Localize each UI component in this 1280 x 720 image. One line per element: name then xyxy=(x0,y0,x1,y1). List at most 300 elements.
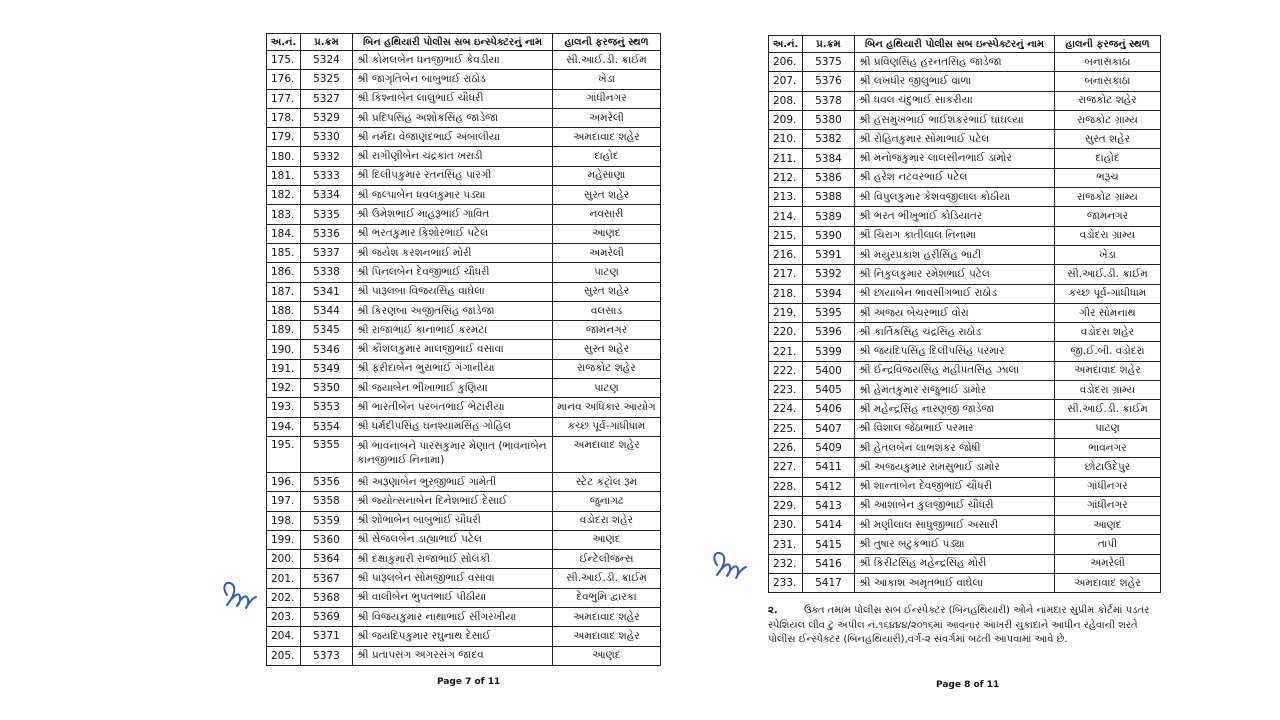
serial-number: 213. xyxy=(769,188,803,207)
seniority-number: 5358 xyxy=(301,492,353,511)
seniority-number: 5355 xyxy=(301,436,353,472)
posting-place: અમરેલી xyxy=(553,243,661,262)
table-row xyxy=(267,530,661,549)
posting-place: માનવ અધિકાર આયોગ xyxy=(553,398,661,417)
officer-name: શ્રી મહેન્દ્રસિંહ નારણજી જાડેજા xyxy=(855,400,1055,419)
officer-name: શ્રી કિરીટસિંહ મહેન્દ્રસિંહ મોરી xyxy=(855,554,1055,573)
table-row xyxy=(267,569,661,588)
officer-name: શ્રી તુષાર બટુકભાઈ પંડ્યા xyxy=(855,535,1055,554)
serial-number: 177. xyxy=(267,89,301,108)
serial-number: 194. xyxy=(267,417,301,436)
seniority-number: 5409 xyxy=(803,438,855,457)
seniority-number: 5345 xyxy=(301,321,353,340)
seniority-number: 5356 xyxy=(301,472,353,491)
table-body xyxy=(769,53,1161,593)
serial-number: 196. xyxy=(267,472,301,491)
table-row xyxy=(267,224,661,243)
officer-name: શ્રી ભાવનાબને પારસકુમાર મેણાત (ભાવનાબેન કાનજીભાઈ નિનામા) xyxy=(353,436,553,472)
serial-number: 230. xyxy=(769,516,803,535)
posting-place: અમરેલી xyxy=(1055,554,1161,573)
signature-icon xyxy=(218,575,260,619)
table-row xyxy=(267,282,661,301)
table-row xyxy=(267,301,661,320)
table-row xyxy=(267,608,661,627)
seniority-number: 5332 xyxy=(301,147,353,166)
posting-place: રાજકોટ શહેર xyxy=(553,359,661,378)
seniority-number: 5333 xyxy=(301,166,353,185)
table-row xyxy=(769,400,1161,419)
serial-number: 185. xyxy=(267,243,301,262)
serial-number: 179. xyxy=(267,128,301,147)
seniority-number: 5414 xyxy=(803,516,855,535)
officer-name: શ્રી ધવલ ચંદુભાઈ સાકરીયા xyxy=(855,91,1055,110)
seniority-number: 5394 xyxy=(803,284,855,303)
serial-number: 214. xyxy=(769,207,803,226)
posting-place: તાપી xyxy=(1055,535,1161,554)
serial-number: 186. xyxy=(267,263,301,282)
seniority-number: 5411 xyxy=(803,458,855,477)
posting-place: અમદાવાદ શહેર xyxy=(1055,361,1161,380)
table-row xyxy=(267,321,661,340)
table-row xyxy=(769,110,1161,129)
posting-place: નવસારી xyxy=(553,205,661,224)
table-row xyxy=(267,128,661,147)
column-header-officer-name: બિન હથિયારી પોલીસ સબ ઇન્સ્પેક્ટરનું નામ xyxy=(353,34,553,51)
posting-place: કચ્છ પૂર્વ-ગાંધીધામ xyxy=(553,417,661,436)
table-row xyxy=(769,574,1161,593)
officer-name: શ્રી પારૂલબા વિજયસિંહ વાઘેલા xyxy=(353,282,553,301)
officer-name: શ્રી લખધીર જીલુભાઈ વાળા xyxy=(855,72,1055,91)
seniority-number: 5413 xyxy=(803,496,855,515)
table-row xyxy=(769,130,1161,149)
seniority-number: 5382 xyxy=(803,130,855,149)
column-header-serial-number: અ.નં. xyxy=(769,36,803,53)
officer-name: શ્રી શાન્તાબેન દેવજીભાઈ ચૌધરી xyxy=(855,477,1055,496)
serial-number: 182. xyxy=(267,186,301,205)
table-row xyxy=(267,70,661,89)
posting-place: વડોદરા શહેર xyxy=(1055,323,1161,342)
table-row xyxy=(769,226,1161,245)
serial-number: 190. xyxy=(267,340,301,359)
table-row xyxy=(769,188,1161,207)
serial-number: 225. xyxy=(769,419,803,438)
seniority-number: 5396 xyxy=(803,323,855,342)
seniority-number: 5392 xyxy=(803,265,855,284)
serial-number: 207. xyxy=(769,72,803,91)
posting-place: ગાંધીનગર xyxy=(553,89,661,108)
officer-name: શ્રી ઈન્દ્રવિજયસિંહ મહીપતસિંહ ઝાલા xyxy=(855,361,1055,380)
posting-place: વડોદરા ગ્રામ્ય xyxy=(1055,381,1161,400)
column-header-serial-number: અ.નં. xyxy=(267,34,301,51)
serial-number: 183. xyxy=(267,205,301,224)
table-row xyxy=(769,361,1161,380)
seniority-number: 5384 xyxy=(803,149,855,168)
officer-list-table xyxy=(266,33,661,666)
serial-number: 198. xyxy=(267,511,301,530)
table-row xyxy=(769,496,1161,515)
seniority-number: 5407 xyxy=(803,419,855,438)
table-body xyxy=(267,51,661,666)
seniority-number: 5400 xyxy=(803,361,855,380)
serial-number: 218. xyxy=(769,284,803,303)
seniority-number: 5350 xyxy=(301,379,353,398)
table-row xyxy=(769,554,1161,573)
serial-number: 219. xyxy=(769,303,803,322)
posting-place: બનાસકાંઠા xyxy=(1055,53,1161,72)
officer-name: શ્રી કાર્તિકસિંહ ચંદ્રસિંહ રાઠોડ xyxy=(855,323,1055,342)
officer-name: શ્રી નર્મદા વેજાણંદભાઈ અંબાલીયા xyxy=(353,128,553,147)
officer-name: શ્રી રોહિતકુમાર સોમાભાઈ પટેલ xyxy=(855,130,1055,149)
serial-number: 188. xyxy=(267,301,301,320)
posting-place: સી.આઈ.ડી. ક્રાઈમ xyxy=(1055,265,1161,284)
officer-name: શ્રી ધર્મદીપસિંહ ઘનશ્યામસિંહ ગોહિલ xyxy=(353,417,553,436)
posting-place: અમદાવાદ શહેર xyxy=(553,436,661,472)
posting-place: અમદાવાદ શહેર xyxy=(553,608,661,627)
page-number: Page 8 of 11 xyxy=(936,680,1000,690)
seniority-number: 5341 xyxy=(301,282,353,301)
table-row xyxy=(267,492,661,511)
officer-name: શ્રી ભારતીબેન પરબતભાઈ ભેટારીયા xyxy=(353,398,553,417)
posting-place: ગીર સોમનાથ xyxy=(1055,303,1161,322)
officer-name: શ્રી ભરત ભીખુભાઈ કોડિયાતર xyxy=(855,207,1055,226)
table-row xyxy=(769,438,1161,457)
serial-number: 199. xyxy=(267,530,301,549)
posting-place: પાટણ xyxy=(553,379,661,398)
officer-name: શ્રી અજય બેચરભાઈ વોરા xyxy=(855,303,1055,322)
officer-name: શ્રી જયાબેન ભીખાભાઈ કુણિયા xyxy=(353,379,553,398)
seniority-number: 5395 xyxy=(803,303,855,322)
table-row xyxy=(267,108,661,127)
seniority-number: 5412 xyxy=(803,477,855,496)
table-row xyxy=(267,263,661,282)
table-row xyxy=(267,511,661,530)
table-row xyxy=(769,458,1161,477)
serial-number: 233. xyxy=(769,574,803,593)
table-row xyxy=(267,89,661,108)
header-row xyxy=(267,34,661,51)
serial-number: 181. xyxy=(267,166,301,185)
table-row xyxy=(267,550,661,569)
posting-place: છોટાઉદેપુર xyxy=(1055,458,1161,477)
seniority-number: 5389 xyxy=(803,207,855,226)
table-row xyxy=(769,323,1161,342)
table-row xyxy=(769,516,1161,535)
posting-place: સી.આઈ.ડી. ક્રાઈમ xyxy=(553,569,661,588)
footnote-text: ઉક્ત તમામ પોલીસ સબ ઈન્સ્પેક્ટર (બિનહથિયારી) ઓને નામદાર સુપ્રીમ કોર્ટમાં પડતર સ્પેશિયલ લીવ ટુ અપીલ નં.૧૬૪૪૪/૨૦૧૬માં આવનાર આખરી ચુકાદાને આધીન રહેવાની શરતે પોલીસ ઈન્સ્પેક્ટર (બિનહથિયારી),વર્ગ-૨ સંવર્ગમાં બઢતી આપવામાં આવે છે. xyxy=(768,605,1150,645)
table-row xyxy=(267,472,661,491)
serial-number: 180. xyxy=(267,147,301,166)
officer-name: શ્રી દિલીપકુમાર રતનસિંહ પારગી xyxy=(353,166,553,185)
column-header-posting-place: હાલની ફરજનું સ્થળ xyxy=(1055,36,1161,53)
posting-place: સ્ટેટ કંટ્રોલ રૂમ xyxy=(553,472,661,491)
officer-name: શ્રી મનોજકુમાર લાલસીનભાઈ ડામોર xyxy=(855,149,1055,168)
serial-number: 193. xyxy=(267,398,301,417)
posting-place: જામનગર xyxy=(1055,207,1161,226)
seniority-number: 5364 xyxy=(301,550,353,569)
posting-place: સુરત શહેર xyxy=(553,186,661,205)
seniority-number: 5399 xyxy=(803,342,855,361)
signature-icon xyxy=(708,545,750,589)
seniority-number: 5327 xyxy=(301,89,353,108)
officer-name: શ્રી અજયકુમાર રામસુભાઈ ડામોર xyxy=(855,458,1055,477)
column-header-seniority-number: પ્ર.ક્રમ xyxy=(803,36,855,53)
officer-name: શ્રી પારૂલબેન સોમજીભાઈ વસાવા xyxy=(353,569,553,588)
serial-number: 205. xyxy=(267,646,301,665)
posting-place: બનાસકાંઠા xyxy=(1055,72,1161,91)
officer-name: શ્રી કોમલબેન ધનજીભાઈ કેવડીયા xyxy=(353,51,553,70)
seniority-number: 5354 xyxy=(301,417,353,436)
serial-number: 202. xyxy=(267,588,301,607)
seniority-number: 5360 xyxy=(301,530,353,549)
officer-name: શ્રી કૌશલકુમાર માલજીભાઈ વસાવા xyxy=(353,340,553,359)
posting-place: પાટણ xyxy=(1055,419,1161,438)
posting-place: વડોદરા ગ્રામ્ય xyxy=(1055,226,1161,245)
posting-place: જુનાગઢ xyxy=(553,492,661,511)
posting-place: ઈન્ટેલીજન્સ xyxy=(553,550,661,569)
serial-number: 217. xyxy=(769,265,803,284)
table-row xyxy=(267,398,661,417)
officer-name: શ્રી હેમંતકુમાર રાજુભાઈ ડામોર xyxy=(855,381,1055,400)
seniority-number: 5371 xyxy=(301,627,353,646)
table-row xyxy=(267,147,661,166)
table-row xyxy=(769,284,1161,303)
seniority-number: 5417 xyxy=(803,574,855,593)
serial-number: 201. xyxy=(267,569,301,588)
posting-place: ખેડા xyxy=(1055,245,1161,264)
serial-number: 192. xyxy=(267,379,301,398)
seniority-number: 5349 xyxy=(301,359,353,378)
posting-place: ગાંધીનગર xyxy=(1055,496,1161,515)
serial-number: 231. xyxy=(769,535,803,554)
serial-number: 228. xyxy=(769,477,803,496)
table-row xyxy=(267,51,661,70)
serial-number: 204. xyxy=(267,627,301,646)
posting-place: ખેડા xyxy=(553,70,661,89)
posting-place: દેવભુમિ દ્વારકા xyxy=(553,588,661,607)
seniority-number: 5388 xyxy=(803,188,855,207)
officer-name: શ્રી ચિરાગ કાંતીલાલ નિનામા xyxy=(855,226,1055,245)
column-header-posting-place: હાલની ફરજનું સ્થળ xyxy=(553,34,661,51)
officer-name: શ્રી પિનલબેન દેવજીભાઈ ચૌધરી xyxy=(353,263,553,282)
seniority-number: 5416 xyxy=(803,554,855,573)
page-number: Page 7 of 11 xyxy=(437,677,501,687)
serial-number: 224. xyxy=(769,400,803,419)
page-8 xyxy=(712,0,1222,720)
serial-number: 220. xyxy=(769,323,803,342)
table-row xyxy=(769,265,1161,284)
table-row xyxy=(267,646,661,665)
seniority-number: 5369 xyxy=(301,608,353,627)
serial-number: 187. xyxy=(267,282,301,301)
seniority-number: 5368 xyxy=(301,588,353,607)
table-row xyxy=(267,417,661,436)
table-row xyxy=(769,303,1161,322)
posting-place: મહેસાણા xyxy=(553,166,661,185)
posting-place: આણંદ xyxy=(553,530,661,549)
posting-place: અમદાવાદ શહેર xyxy=(553,627,661,646)
seniority-number: 5390 xyxy=(803,226,855,245)
officer-name: શ્રી પ્રવિણસિંહ હરનતસિંહ જાડેજા xyxy=(855,53,1055,72)
serial-number: 189. xyxy=(267,321,301,340)
serial-number: 203. xyxy=(267,608,301,627)
seniority-number: 5359 xyxy=(301,511,353,530)
officer-name: શ્રી અરૂણાબેન ભુરજીભાઈ ગામેતી xyxy=(353,472,553,491)
footnote xyxy=(768,604,1160,648)
officer-name: શ્રી વિજયકુમાર નાથાભાઈ સીંગરખીયા xyxy=(353,608,553,627)
officer-name: શ્રી ઉમેશભાઈ માહરૂભાઈ ગાવિત xyxy=(353,205,553,224)
serial-number: 208. xyxy=(769,91,803,110)
posting-place: સુરત શહેર xyxy=(1055,130,1161,149)
serial-number: 232. xyxy=(769,554,803,573)
officer-name: શ્રી પ્રદિપસિંહ અશોકસિંહ જાડેજા xyxy=(353,108,553,127)
table-row xyxy=(769,207,1161,226)
posting-place: રાજકોટ શહેર xyxy=(1055,91,1161,110)
table-row xyxy=(267,205,661,224)
posting-place: આણંદ xyxy=(1055,516,1161,535)
page-7 xyxy=(190,0,710,720)
officer-name: શ્રી નિકુલકુમાર રમેશભાઈ પટેલ xyxy=(855,265,1055,284)
serial-number: 200. xyxy=(267,550,301,569)
officer-name: શ્રી રાજાભાઈ કાનાભાઈ કરમટા xyxy=(353,321,553,340)
table-row xyxy=(769,381,1161,400)
posting-place: ભરૂચ xyxy=(1055,168,1161,187)
table-row xyxy=(267,243,661,262)
serial-number: 184. xyxy=(267,224,301,243)
posting-place: સુરત શહેર xyxy=(553,282,661,301)
officer-name: શ્રી મણીલાલ સાધુજીભાઈ અસારી xyxy=(855,516,1055,535)
footnote-number: ૨. xyxy=(768,605,778,616)
seniority-number: 5334 xyxy=(301,186,353,205)
officer-name: શ્રી છાયાબેન ભાવસીંગભાઈ રાઠોડ xyxy=(855,284,1055,303)
serial-number: 197. xyxy=(267,492,301,511)
posting-place: સી.આઈ.ડી. ક્રાઈમ xyxy=(1055,400,1161,419)
seniority-number: 5337 xyxy=(301,243,353,262)
serial-number: 195. xyxy=(267,436,301,472)
serial-number: 223. xyxy=(769,381,803,400)
officer-name: શ્રી દક્ષાકુમારી રાજાભાઈ સોલંકી xyxy=(353,550,553,569)
seniority-number: 5391 xyxy=(803,245,855,264)
table-row xyxy=(769,477,1161,496)
seniority-number: 5380 xyxy=(803,110,855,129)
posting-place: સુરત શહેર xyxy=(553,340,661,359)
table-row xyxy=(769,342,1161,361)
posting-place: અમરેલી xyxy=(553,108,661,127)
posting-place: અમદાવાદ શહેર xyxy=(553,128,661,147)
serial-number: 227. xyxy=(769,458,803,477)
table-row xyxy=(769,53,1161,72)
officer-name: શ્રી જયદિપસિંહ દિલીપસિંહ પરમાર xyxy=(855,342,1055,361)
seniority-number: 5335 xyxy=(301,205,353,224)
seniority-number: 5338 xyxy=(301,263,353,282)
officer-name: શ્રી વિશાલ જેઠાભાઈ પરમાર xyxy=(855,419,1055,438)
table-row xyxy=(769,91,1161,110)
officer-name: શ્રી જાગૃતિબેન બાબુભાઈ રાઠોડ xyxy=(353,70,553,89)
table-header xyxy=(267,34,661,51)
seniority-number: 5330 xyxy=(301,128,353,147)
serial-number: 222. xyxy=(769,361,803,380)
serial-number: 229. xyxy=(769,496,803,515)
table-row xyxy=(267,166,661,185)
serial-number: 206. xyxy=(769,53,803,72)
seniority-number: 5386 xyxy=(803,168,855,187)
seniority-number: 5367 xyxy=(301,569,353,588)
posting-place: આણંદ xyxy=(553,646,661,665)
officer-name: શ્રી રાગીણીબેન ચંદ્રકાંત ખરાડી xyxy=(353,147,553,166)
seniority-number: 5375 xyxy=(803,53,855,72)
serial-number: 216. xyxy=(769,245,803,264)
posting-place: દાહોદ xyxy=(1055,149,1161,168)
officer-name: શ્રી હેતલબેન લાભશંકર જોષી xyxy=(855,438,1055,457)
seniority-number: 5353 xyxy=(301,398,353,417)
table-row xyxy=(769,535,1161,554)
table-row xyxy=(267,340,661,359)
posting-place: આણંદ xyxy=(553,224,661,243)
officer-name: શ્રી હરેશ નટવરભાઈ પટેલ xyxy=(855,168,1055,187)
serial-number: 178. xyxy=(267,108,301,127)
officer-name: શ્રી વિપુલકુમાર કેશવજીલાલ કોઠીયા xyxy=(855,188,1055,207)
posting-place: રાજકોટ ગ્રામ્ય xyxy=(1055,188,1161,207)
posting-place: કચ્છ પૂર્વ-ગાંધીધામ xyxy=(1055,284,1161,303)
serial-number: 211. xyxy=(769,149,803,168)
officer-name: શ્રી વાલીબેન ભુપતભાઈ પીઠીયા xyxy=(353,588,553,607)
serial-number: 210. xyxy=(769,130,803,149)
officer-name: શ્રી જયેશ કરશનભાઈ મોરી xyxy=(353,243,553,262)
officer-name: શ્રી જલ્પાબેન ધવલકુમાર પંડ્યા xyxy=(353,186,553,205)
seniority-number: 5376 xyxy=(803,72,855,91)
table-row xyxy=(267,627,661,646)
officer-name: શ્રી શોભાબેન બાબુભાઈ ચૌધરી xyxy=(353,511,553,530)
table-header xyxy=(769,36,1161,53)
seniority-number: 5405 xyxy=(803,381,855,400)
officer-name: શ્રી પ્રતાપસંગ અગરસંગ જાદવ xyxy=(353,646,553,665)
seniority-number: 5336 xyxy=(301,224,353,243)
posting-place: ભાવનગર xyxy=(1055,438,1161,457)
officer-list-table xyxy=(768,35,1161,593)
table-row xyxy=(267,186,661,205)
officer-name: શ્રી કિરણબા અજીતસિંહ જાડેજા xyxy=(353,301,553,320)
seniority-number: 5346 xyxy=(301,340,353,359)
officer-name: શ્રી સેજલબેન ડાહ્યાભાઈ પટેલ xyxy=(353,530,553,549)
seniority-number: 5415 xyxy=(803,535,855,554)
posting-place: વલસાડ xyxy=(553,301,661,320)
posting-place: જી.ઈ.બી. વડોદરા xyxy=(1055,342,1161,361)
table-row xyxy=(769,72,1161,91)
posting-place: રાજકોટ ગ્રામ્ય xyxy=(1055,110,1161,129)
table-row xyxy=(769,419,1161,438)
officer-name: શ્રી હસમુખભાઈ ભાઈશંકરભાઈ ઘાંઘલ્યા xyxy=(855,110,1055,129)
officer-name: શ્રી મયુરપ્રકાશ હરીસિંહ ભાટી xyxy=(855,245,1055,264)
column-header-officer-name: બિન હથિયારી પોલીસ સબ ઇન્સ્પેક્ટરનું નામ xyxy=(855,36,1055,53)
table-row xyxy=(267,588,661,607)
table-row xyxy=(769,149,1161,168)
seniority-number: 5329 xyxy=(301,108,353,127)
seniority-number: 5406 xyxy=(803,400,855,419)
posting-place: દાહોદ xyxy=(553,147,661,166)
officer-name: શ્રી આકાશ અમૃતભાઈ વાઘેલા xyxy=(855,574,1055,593)
posting-place: વડોદરા શહેર xyxy=(553,511,661,530)
serial-number: 191. xyxy=(267,359,301,378)
serial-number: 209. xyxy=(769,110,803,129)
serial-number: 226. xyxy=(769,438,803,457)
seniority-number: 5325 xyxy=(301,70,353,89)
table-row xyxy=(267,379,661,398)
table-row xyxy=(267,359,661,378)
posting-place: જામનગર xyxy=(553,321,661,340)
officer-name: શ્રી ફરીદાબેન ભુરાભાઈ ગંગાનીયા xyxy=(353,359,553,378)
officer-name: શ્રી જ્યોત્સનાબેન દિનેશભાઈ દેસાઈ xyxy=(353,492,553,511)
table-row xyxy=(769,245,1161,264)
seniority-number: 5378 xyxy=(803,91,855,110)
